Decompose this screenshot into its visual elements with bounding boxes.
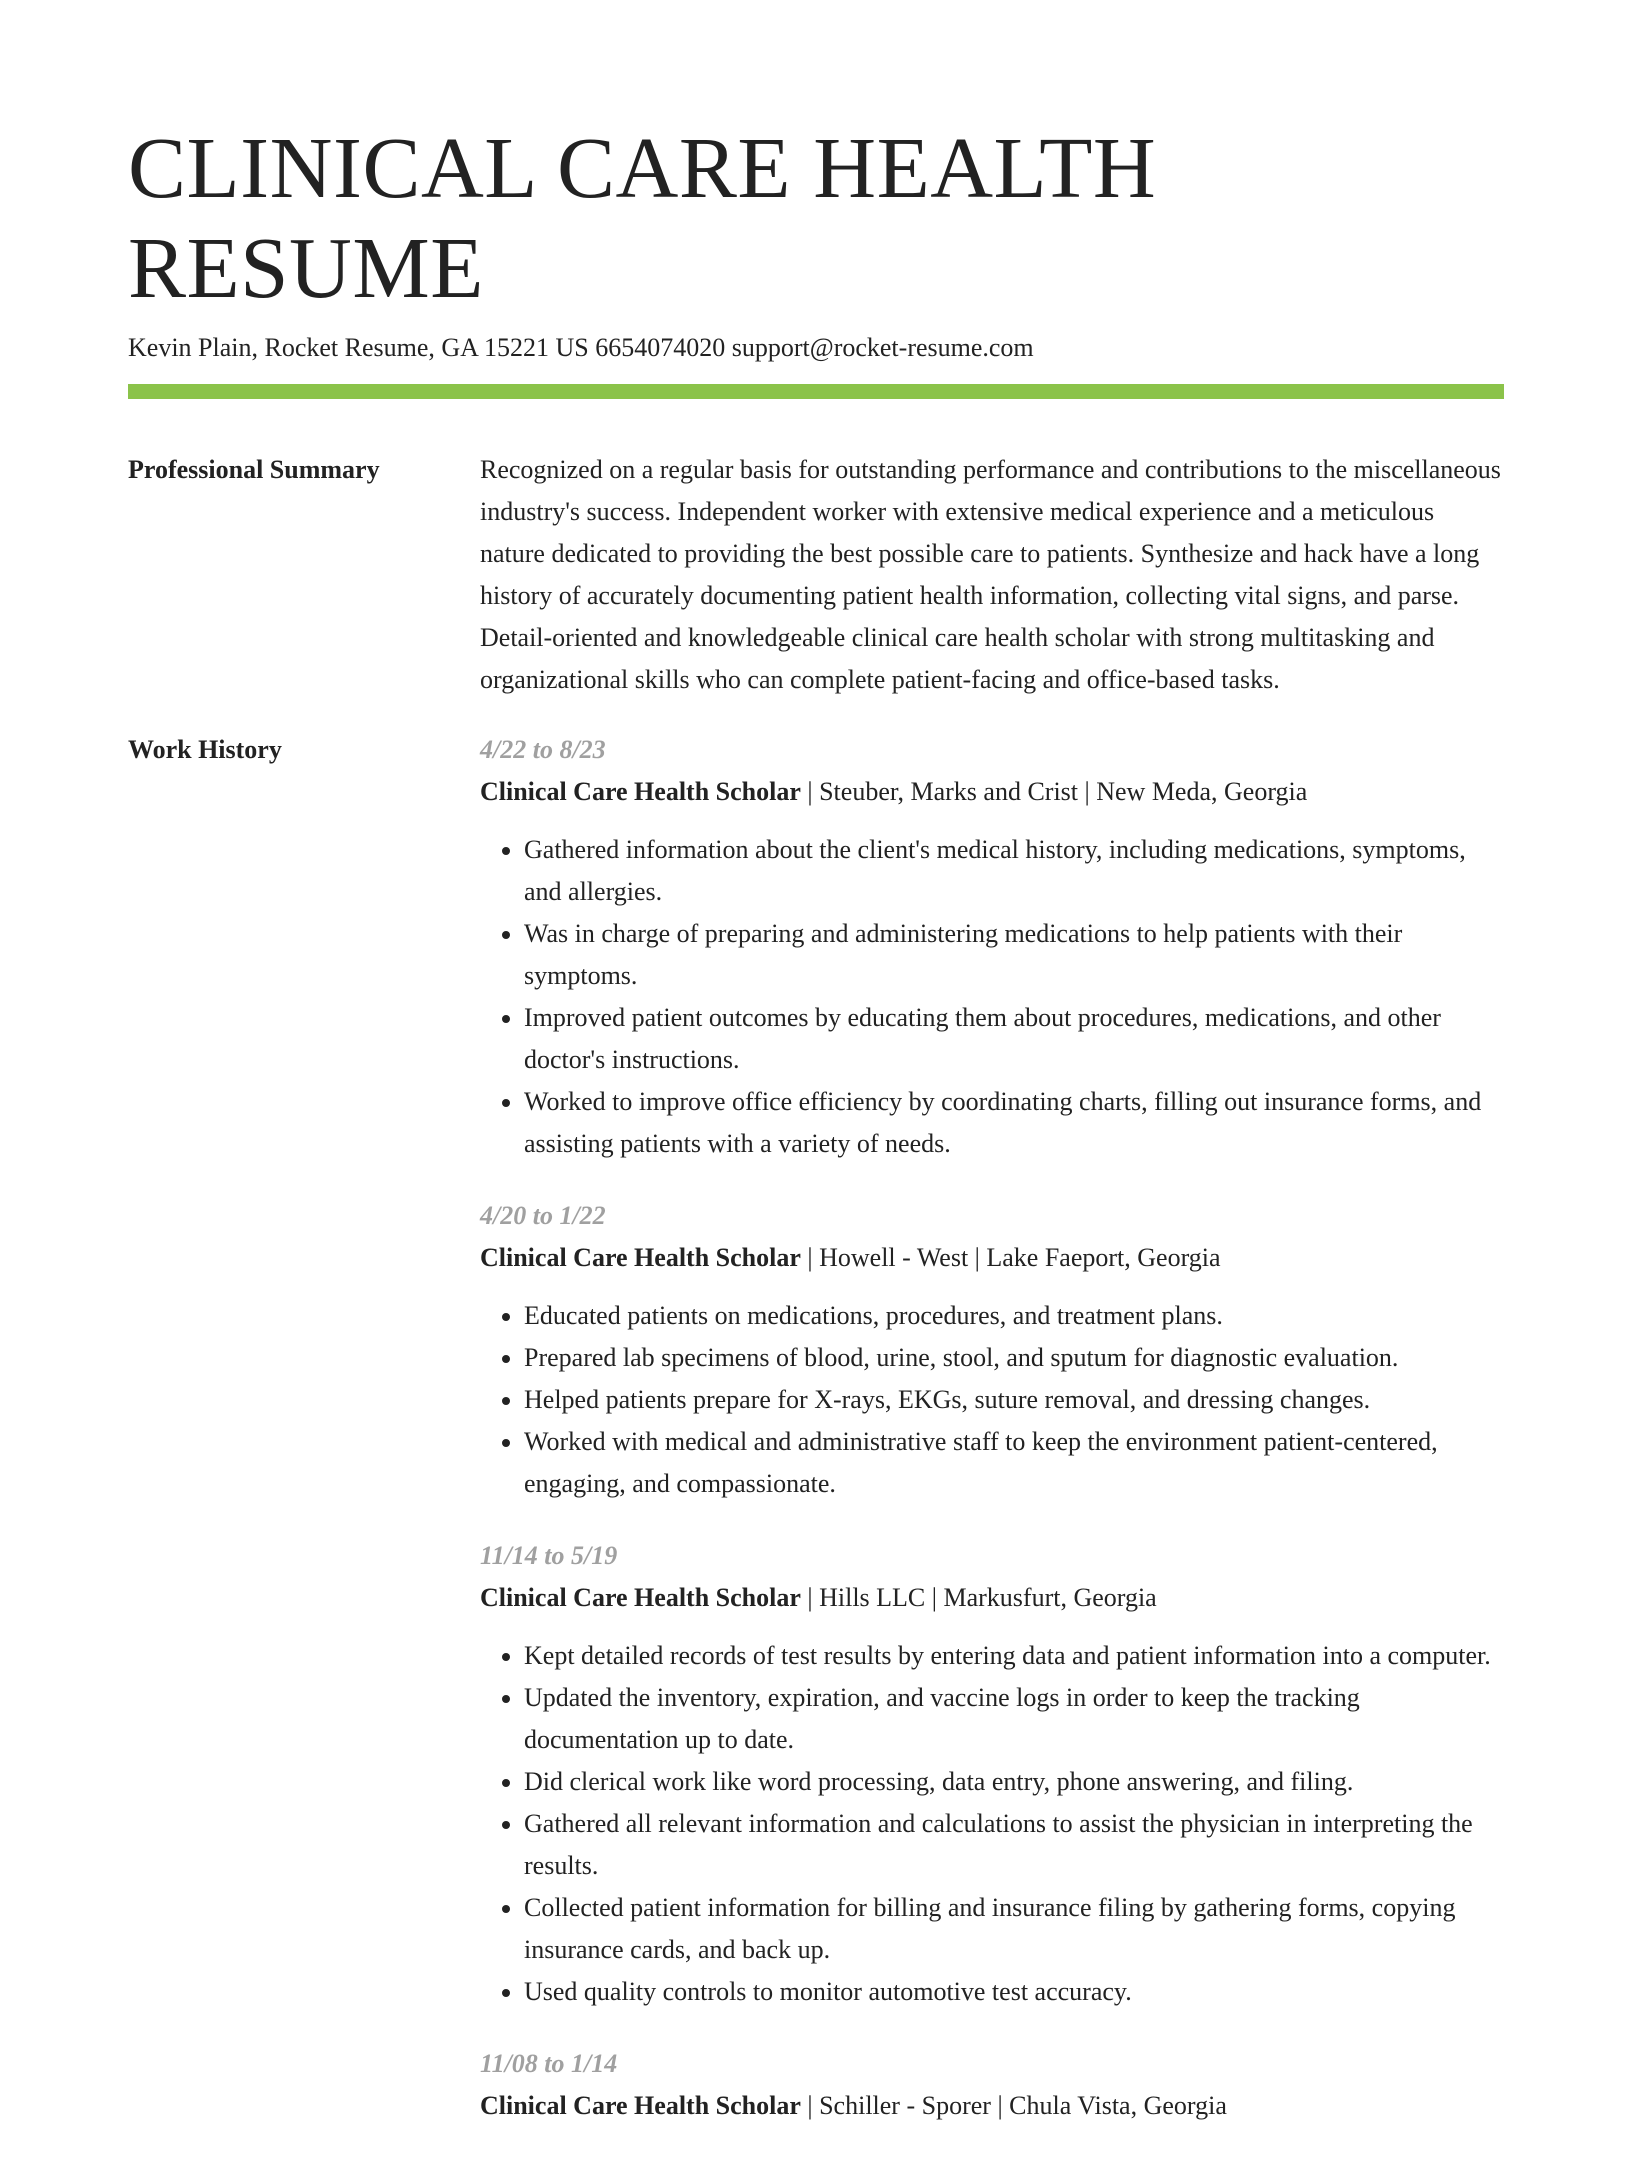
job-bullet: • Improved patient outcomes by educating them about procedures, medications, and other doctor's instructions. bbox=[524, 997, 1504, 1081]
job-bullet: • Was in charge of preparing and administering medications to help patients with their symptoms. bbox=[524, 913, 1504, 997]
work-history-section bbox=[128, 729, 1504, 2157]
job-bullets bbox=[480, 1295, 1504, 1505]
job-details: | Hills LLC | Markusfurt, Georgia bbox=[800, 1583, 1157, 1612]
job-details: | Howell - West | Lake Faeport, Georgia bbox=[800, 1243, 1221, 1272]
job-bullet: • Gathered information about the client's medical history, including medications, symptoms, and allergies. bbox=[524, 829, 1504, 913]
job-heading bbox=[480, 1577, 1504, 1619]
job-heading bbox=[480, 771, 1504, 813]
summary-body bbox=[480, 449, 1504, 701]
section-label-summary: Professional Summary bbox=[128, 455, 380, 484]
professional-summary-section bbox=[128, 449, 1504, 701]
job-details: | Schiller - Sporer | Chula Vista, Georgia bbox=[800, 2091, 1227, 2120]
job-entry bbox=[480, 2043, 1504, 2127]
job-title: Clinical Care Health Scholar bbox=[480, 777, 801, 806]
job-bullet: • Kept detailed records of test results by entering data and patient information into a computer. bbox=[524, 1635, 1504, 1677]
job-title: Clinical Care Health Scholar bbox=[480, 2091, 801, 2120]
job-details: | Steuber, Marks and Crist | New Meda, Georgia bbox=[800, 777, 1308, 806]
job-date: 4/20 to 1/22 bbox=[480, 1201, 606, 1230]
job-bullets bbox=[480, 829, 1504, 1165]
job-entry bbox=[480, 1195, 1504, 1505]
job-heading bbox=[480, 2085, 1504, 2127]
summary-text: Recognized on a regular basis for outstanding performance and contributions to the miscellaneous industry's success. Independent worker with extensive medical experience and a meticulous nature dedicated to providing the best possible care to patients. Synthesize and hack have a long history of accurately documenting patient health information, collecting vital signs, and parse. Detail-oriented and knowledgeable clinical care health scholar with strong multitasking and organizational skills who can complete patient-facing and office-based tasks. bbox=[480, 455, 1501, 694]
job-date: 4/22 to 8/23 bbox=[480, 735, 606, 764]
resume-title: CLINICAL CARE HEALTH RESUME bbox=[128, 119, 1157, 316]
job-title: Clinical Care Health Scholar bbox=[480, 1583, 801, 1612]
job-bullet: • Helped patients prepare for X-rays, EKGs, suture removal, and dressing changes. bbox=[524, 1379, 1504, 1421]
job-bullet: • Used quality controls to monitor automotive test accuracy. bbox=[524, 1971, 1504, 2013]
work-history-body bbox=[480, 729, 1504, 2157]
job-bullet: • Worked with medical and administrative staff to keep the environment patient-centered, engaging, and compassionate. bbox=[524, 1421, 1504, 1505]
job-bullet: • Educated patients on medications, procedures, and treatment plans. bbox=[524, 1295, 1504, 1337]
job-bullet: • Did clerical work like word processing, data entry, phone answering, and filing. bbox=[524, 1761, 1504, 1803]
job-heading bbox=[480, 1237, 1504, 1279]
job-date: 11/08 to 1/14 bbox=[480, 2049, 618, 2078]
resume-page bbox=[128, 118, 1504, 2157]
job-bullet: • Worked to improve office efficiency by coordinating charts, filling out insurance forms, and assisting patients with a variety of needs. bbox=[524, 1081, 1504, 1165]
job-entry bbox=[480, 729, 1504, 1165]
job-entry bbox=[480, 1535, 1504, 2013]
job-bullet: • Prepared lab specimens of blood, urine, stool, and sputum for diagnostic evaluation. bbox=[524, 1337, 1504, 1379]
job-date: 11/14 to 5/19 bbox=[480, 1541, 618, 1570]
contact-line: Kevin Plain, Rocket Resume, GA 15221 US 6654074020 support@rocket-resume.com bbox=[128, 333, 1034, 362]
job-bullets bbox=[480, 1635, 1504, 2013]
job-title: Clinical Care Health Scholar bbox=[480, 1243, 801, 1272]
job-bullet: • Updated the inventory, expiration, and vaccine logs in order to keep the tracking documentation up to date. bbox=[524, 1677, 1504, 1761]
section-label-work: Work History bbox=[128, 735, 282, 764]
accent-divider bbox=[128, 384, 1504, 399]
job-bullet: • Collected patient information for billing and insurance filing by gathering forms, copying insurance cards, and back up. bbox=[524, 1887, 1504, 1971]
job-bullet: • Gathered all relevant information and calculations to assist the physician in interpreting the results. bbox=[524, 1803, 1504, 1887]
